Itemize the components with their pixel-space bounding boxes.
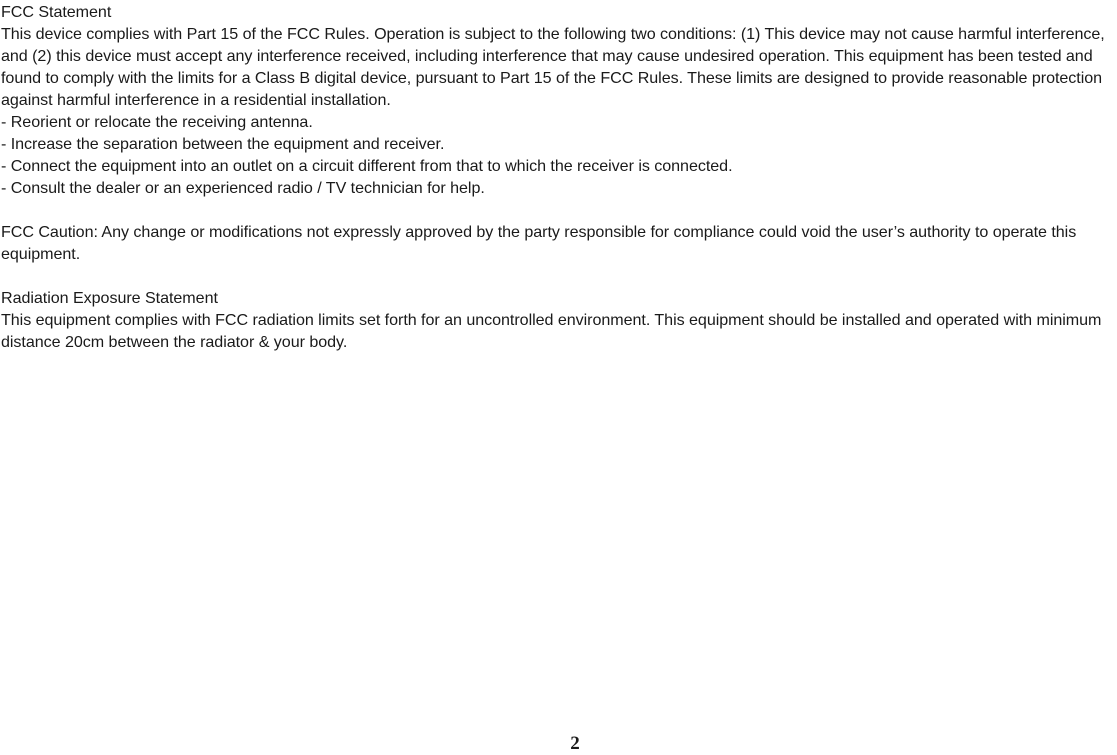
- radiation-heading: Radiation Exposure Statement: [1, 289, 218, 307]
- list-item: - Increase the separation between the equipment and receiver.: [1, 135, 445, 153]
- list-item: - Consult the dealer or an experienced radio / TV technician for help.: [1, 179, 485, 197]
- list-item: - Connect the equipment into an outlet on a circuit different from that to which the receiver is connected.: [1, 157, 733, 175]
- fcc-statement-paragraph: This device complies with Part 15 of the FCC Rules. Operation is subject to the following two conditions: (1) This device may not cause harmful interference, and (2) this device must accept any interference received, including interference that may cause undesired operation. This equipment has been tested and found to comply with the limits for a Class B digital device, pursuant to Part 15 of the FCC Rules. These limits are designed to provide reasonable protection against harmful interference in a residential installation.: [1, 25, 1105, 109]
- paragraph-gap: [1, 265, 1117, 287]
- list-item: - Reorient or relocate the receiving antenna.: [1, 113, 313, 131]
- fcc-caution-paragraph: FCC Caution: Any change or modifications not expressly approved by the party responsible for compliance could void the user’s authority to operate this equipment.: [1, 223, 1077, 263]
- paragraph-gap: [1, 199, 1117, 221]
- radiation-paragraph: This equipment complies with FCC radiation limits set forth for an uncontrolled environment. This equipment should be installed and operated with minimum distance 20cm between the radiator & your body.: [1, 311, 1102, 351]
- document-body: [1, 1, 1117, 353]
- page-number: 2: [570, 733, 580, 754]
- fcc-statement-heading: FCC Statement: [1, 3, 112, 21]
